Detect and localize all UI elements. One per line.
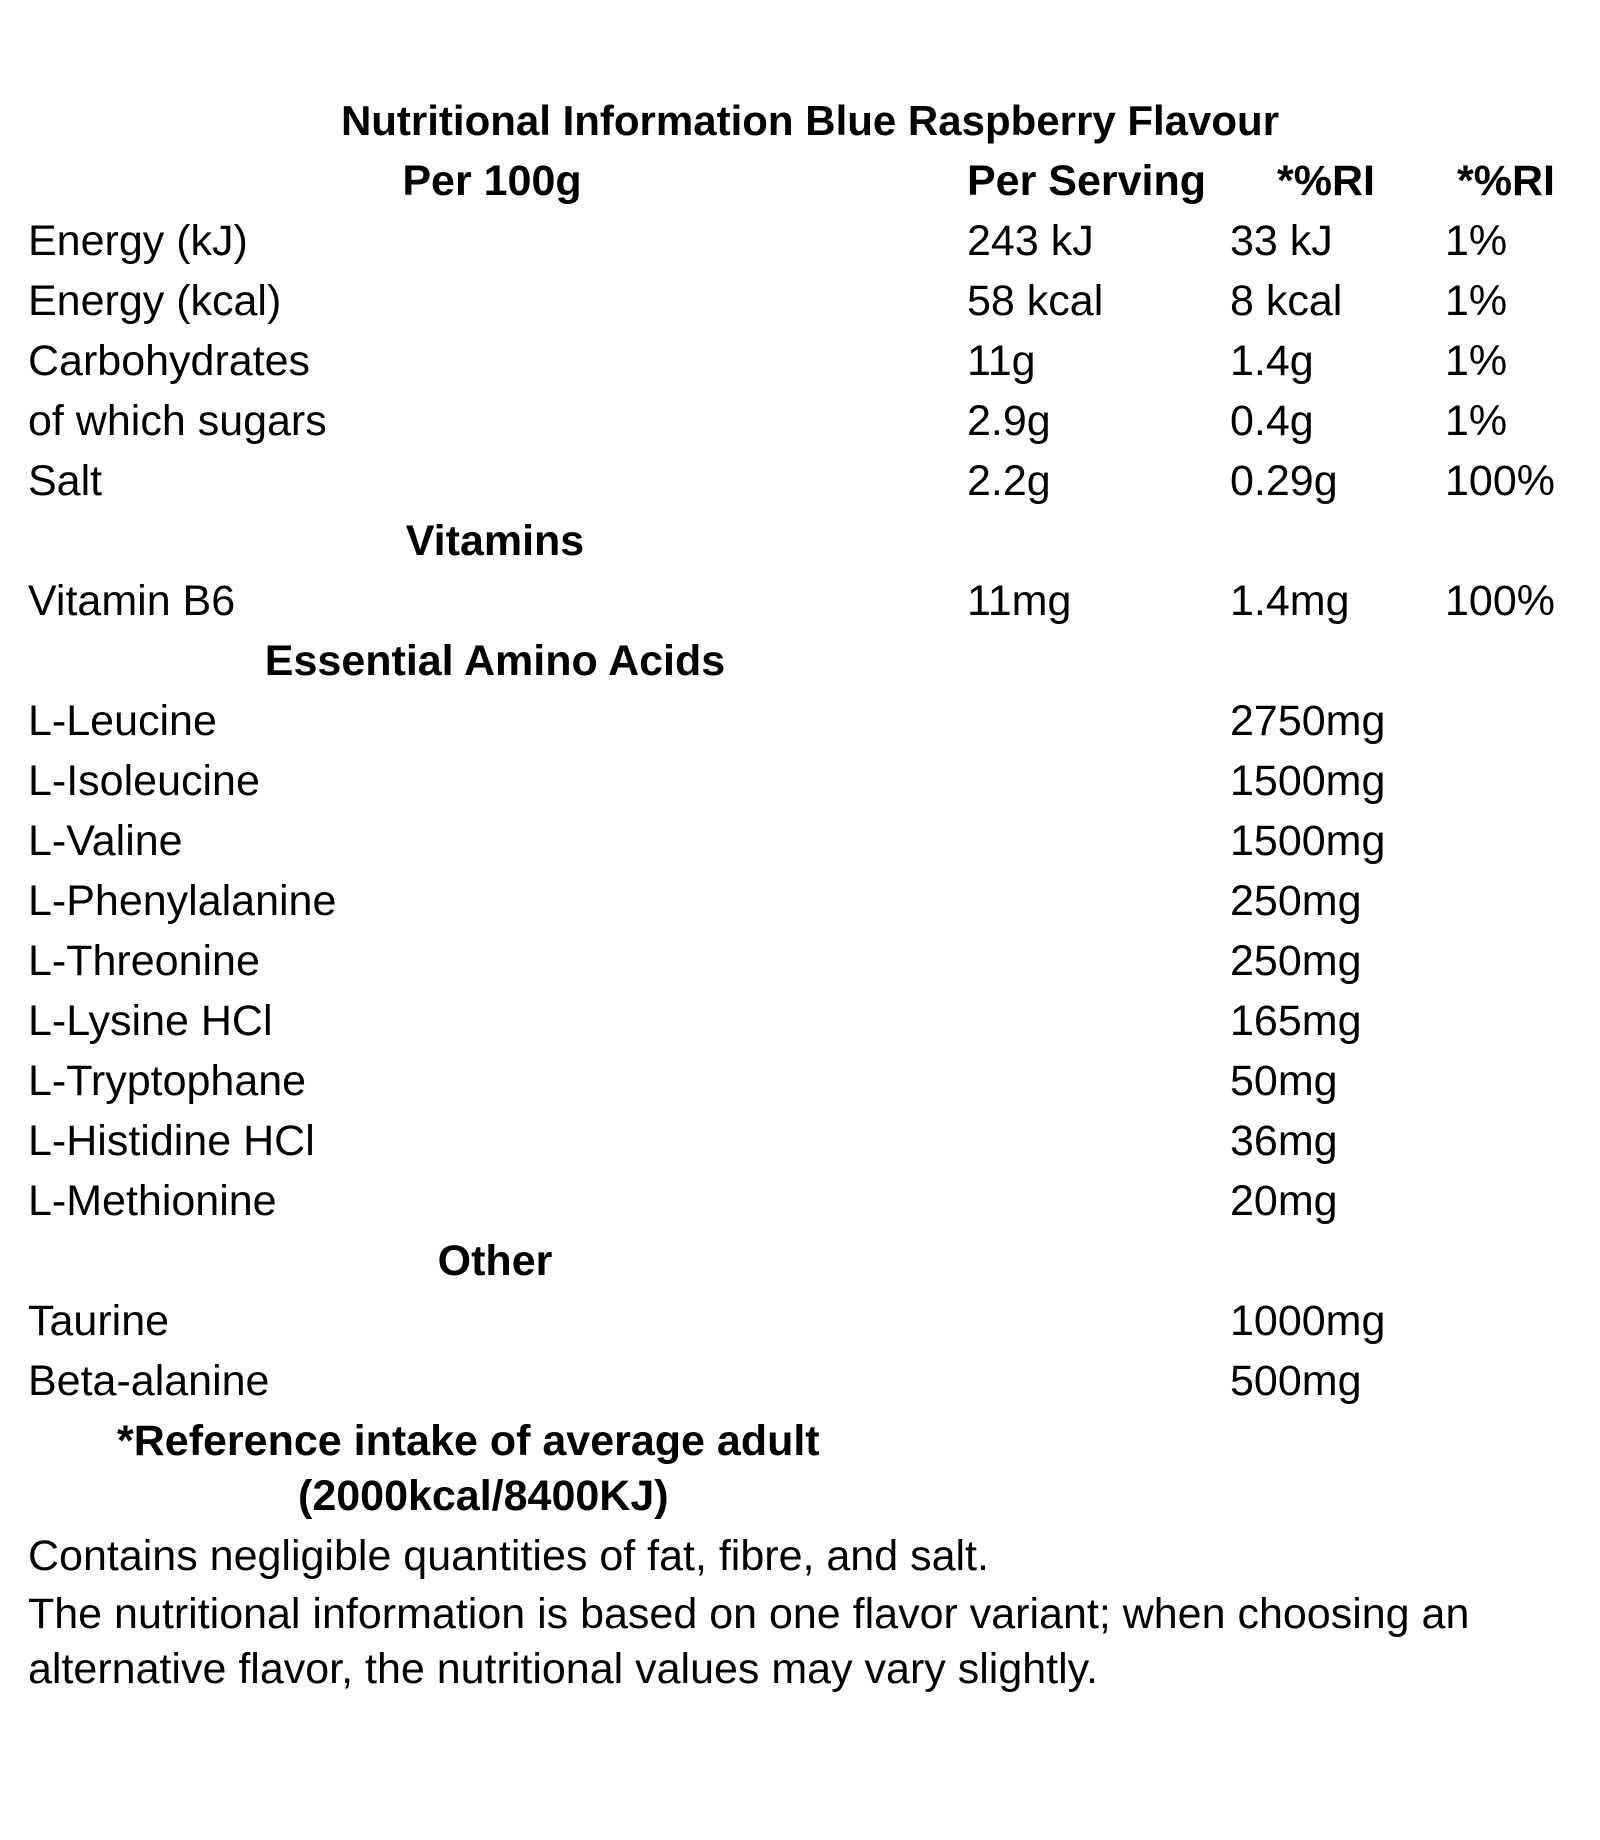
nutrient-per-100g: 2.9g: [967, 397, 1051, 445]
reference-intake-line2: (2000kcal/8400KJ): [298, 1472, 669, 1520]
amino-acid-amount: 36mg: [1230, 1117, 1338, 1165]
amino-acid-amount: 20mg: [1230, 1177, 1338, 1225]
nutrient-ri: 100%: [1445, 457, 1555, 505]
nutrient-ri: 1%: [1445, 397, 1508, 445]
vitamin-name: Vitamin B6: [28, 577, 236, 625]
header-per-serving: Per Serving: [967, 157, 1206, 205]
nutrient-per-serving: 8 kcal: [1230, 277, 1343, 325]
amino-acid-name: L-Threonine: [28, 937, 260, 985]
nutrient-name: Energy (kJ): [28, 217, 248, 265]
section-heading-other: Other: [437, 1237, 553, 1285]
amino-acid-name: L-Lysine HCl: [28, 997, 273, 1045]
amino-acid-name: L-Tryptophane: [28, 1057, 307, 1105]
other-name: Beta-alanine: [28, 1357, 270, 1405]
vitamin-ri: 100%: [1445, 577, 1555, 625]
amino-acid-name: L-Leucine: [28, 697, 217, 745]
amino-acid-amount: 1500mg: [1230, 817, 1386, 865]
nutrient-ri: 1%: [1445, 217, 1508, 265]
header-ri-2: *%RI: [1457, 157, 1555, 205]
note-variant-line2: alternative flavor, the nutritional values may vary slightly.: [28, 1645, 1098, 1693]
nutrient-name: Salt: [28, 457, 103, 505]
amino-acid-amount: 2750mg: [1230, 697, 1386, 745]
amino-acid-name: L-Phenylalanine: [28, 877, 337, 925]
amino-acid-amount: 165mg: [1230, 997, 1362, 1045]
vitamin-per-serving: 1.4mg: [1230, 577, 1350, 625]
amino-acid-name: L-Histidine HCl: [28, 1117, 315, 1165]
amino-acid-amount: 250mg: [1230, 937, 1362, 985]
nutrient-per-serving: 0.4g: [1230, 397, 1314, 445]
nutrient-ri: 1%: [1445, 277, 1508, 325]
nutrient-per-100g: 243 kJ: [967, 217, 1094, 265]
vitamin-per-100g: 11mg: [967, 577, 1072, 625]
reference-intake-line1: *Reference intake of average adult: [117, 1417, 820, 1465]
amino-acid-name: L-Isoleucine: [28, 757, 260, 805]
other-amount: 1000mg: [1230, 1297, 1386, 1345]
note-negligible: Contains negligible quantities of fat, fibre, and salt.: [28, 1532, 989, 1580]
other-amount: 500mg: [1230, 1357, 1362, 1405]
nutrient-per-100g: 58 kcal: [967, 277, 1104, 325]
amino-acid-amount: 50mg: [1230, 1057, 1338, 1105]
nutrient-per-serving: 1.4g: [1230, 337, 1314, 385]
page-title: Nutritional Information Blue Raspberry Flavour: [340, 97, 1280, 144]
note-variant-line1: The nutritional information is based on one flavor variant; when choosing an: [28, 1590, 1470, 1638]
nutrient-name: of which sugars: [28, 397, 327, 445]
amino-acid-amount: 1500mg: [1230, 757, 1386, 805]
nutrient-per-serving: 33 kJ: [1230, 217, 1333, 265]
other-name: Taurine: [28, 1297, 170, 1345]
amino-acid-amount: 250mg: [1230, 877, 1362, 925]
header-ri-1: *%RI: [1277, 157, 1375, 205]
section-heading-amino-acids: Essential Amino Acids: [264, 637, 726, 685]
amino-acid-name: L-Methionine: [28, 1177, 277, 1225]
section-heading-vitamins: Vitamins: [405, 517, 585, 565]
nutrient-ri: 1%: [1445, 337, 1508, 385]
header-per-100g: Per 100g: [402, 157, 582, 205]
nutrient-per-100g: 11g: [967, 337, 1036, 385]
nutrient-per-serving: 0.29g: [1230, 457, 1338, 505]
amino-acid-name: L-Valine: [28, 817, 183, 865]
nutrient-name: Carbohydrates: [28, 337, 311, 385]
nutrient-per-100g: 2.2g: [967, 457, 1051, 505]
nutrient-name: Energy (kcal): [28, 277, 282, 325]
